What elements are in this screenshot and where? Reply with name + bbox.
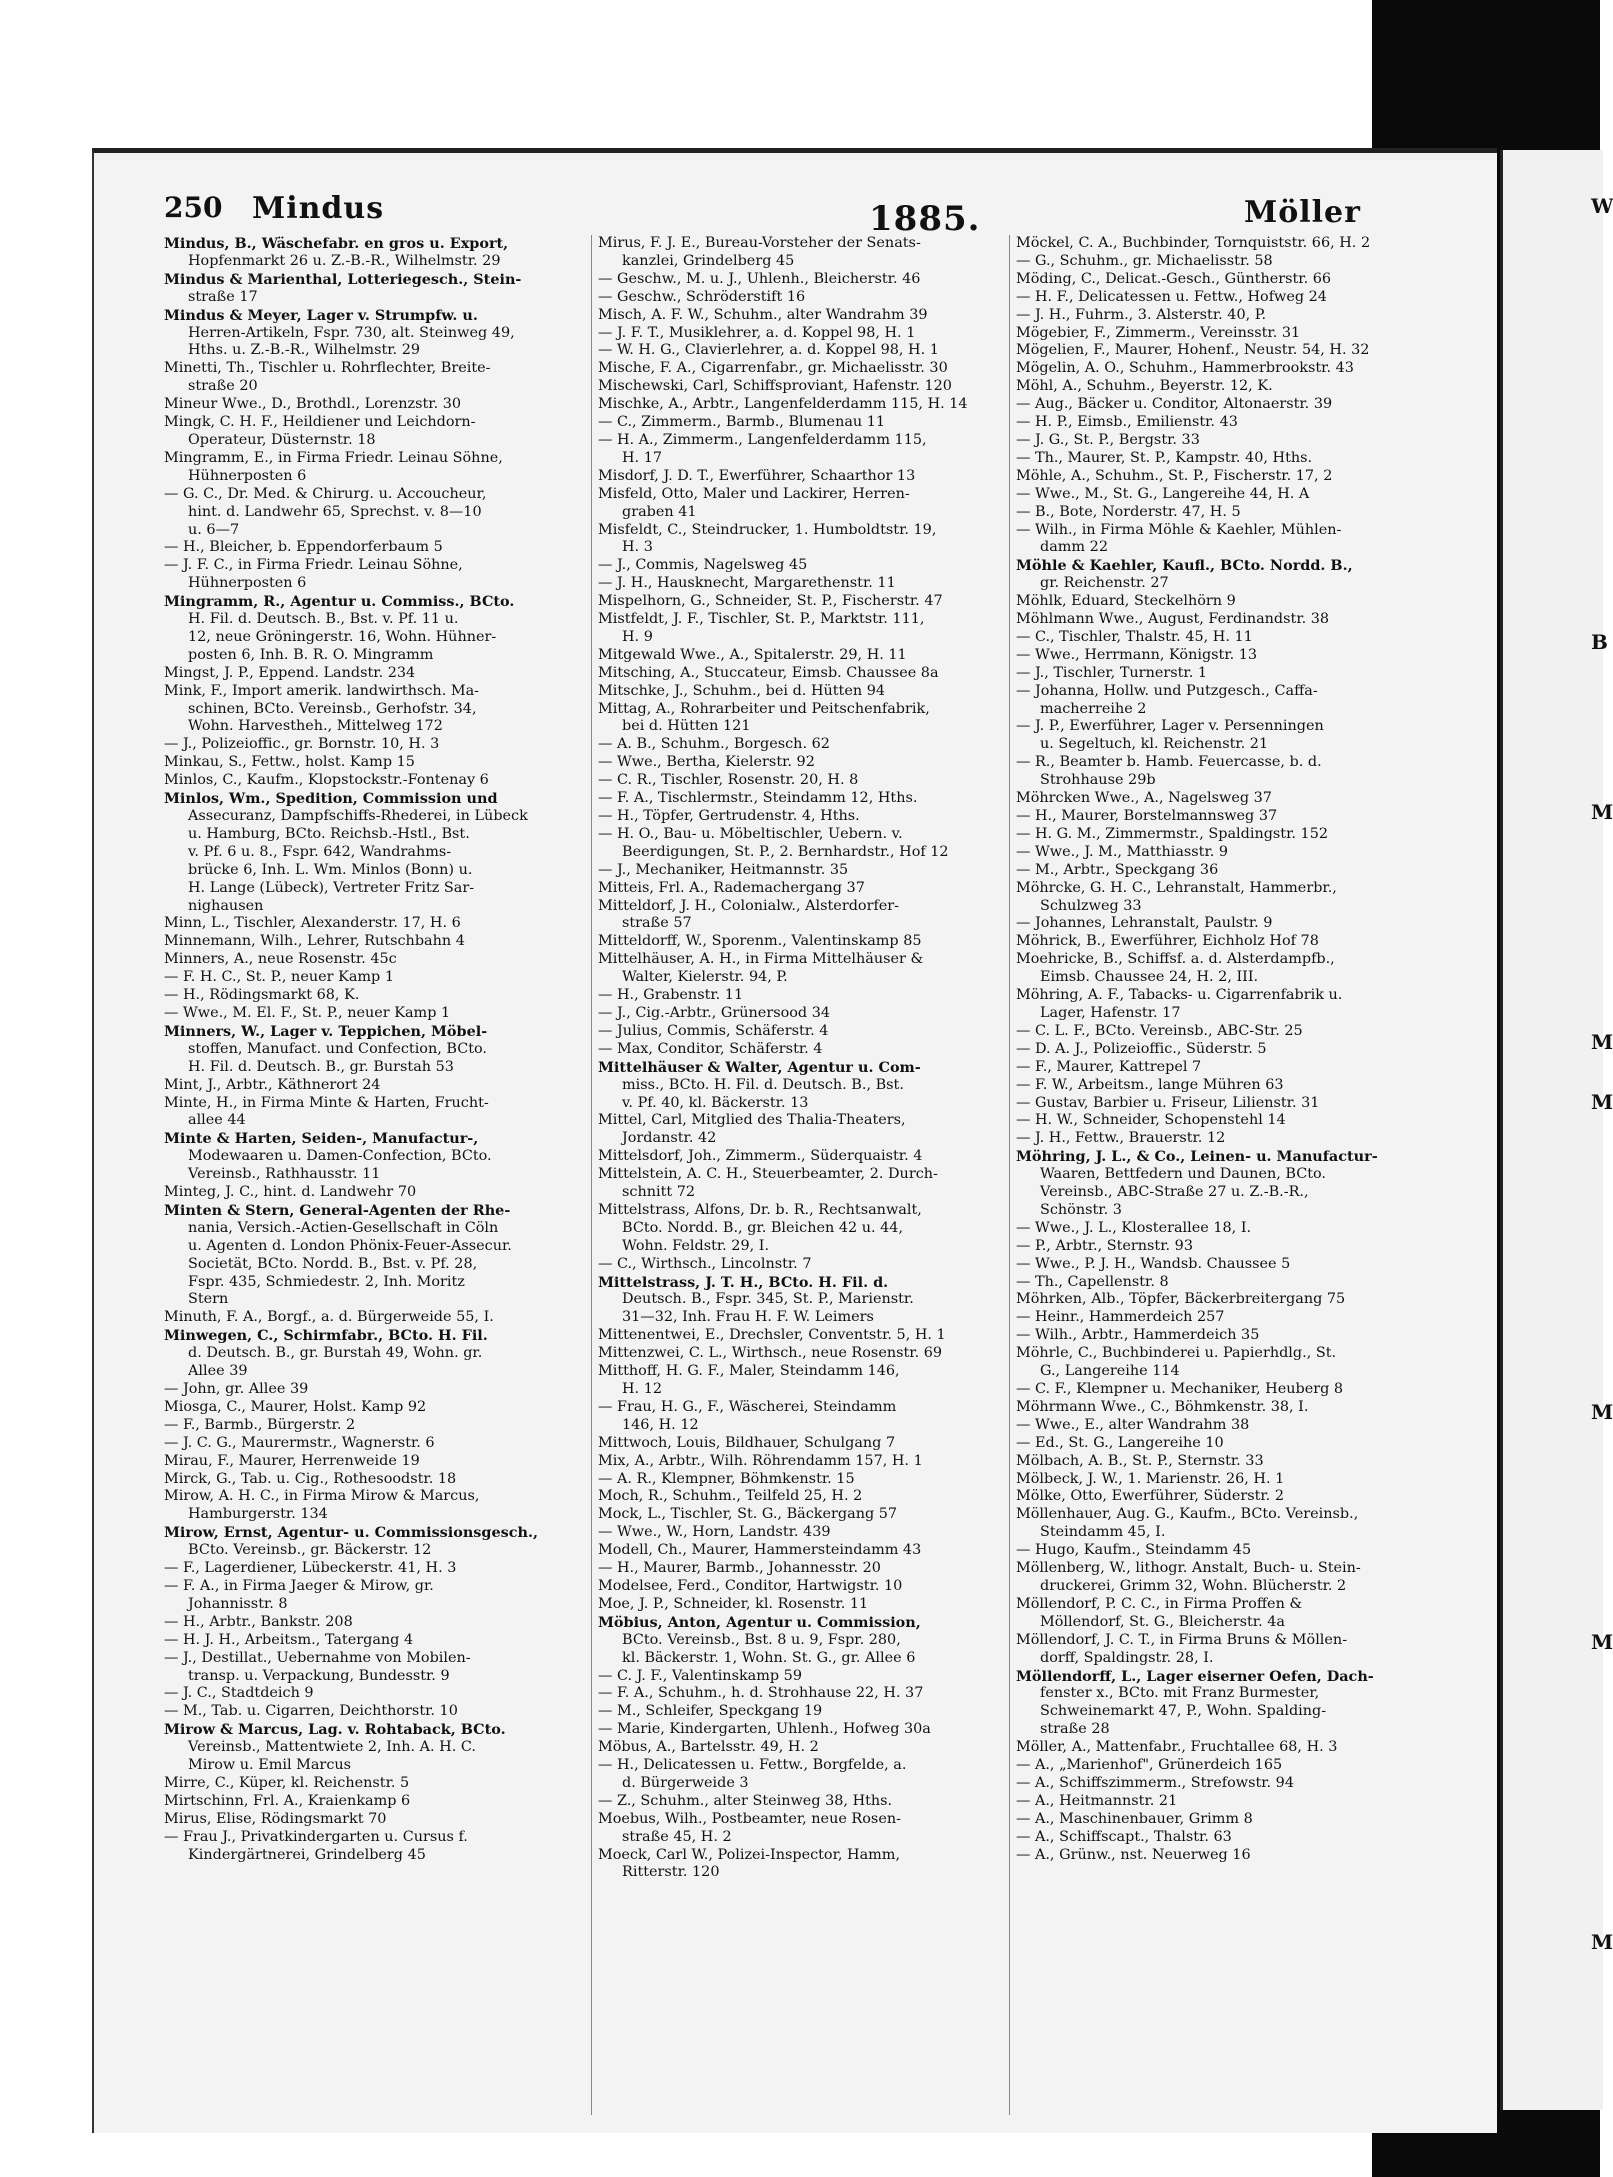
directory-entry: Möhl, A., Schuhm., Beyerstr. 12, K. [1016, 378, 1273, 395]
directory-entry: d. Deutsch. B., gr. Burstah 49, Wohn. gr. [188, 1345, 483, 1362]
directory-entry: straße 45, H. 2 [622, 1828, 732, 1845]
adjacent-page-edge [1500, 150, 1613, 2110]
directory-entry: Schweinemarkt 47, P., Wohn. Spalding- [1040, 1703, 1327, 1720]
directory-entry: transp. u. Verpackung, Bundesstr. 9 [188, 1667, 450, 1684]
directory-column-2 [591, 235, 993, 2115]
directory-entry: Mindus, B., Wäschefabr. en gros u. Export, [164, 235, 509, 252]
directory-entry: Schulzweg 33 [1040, 897, 1142, 914]
directory-entry: — F., Lagerdiener, Lübeckerstr. 41, H. 3 [164, 1560, 457, 1577]
directory-entry: — Heinr., Hammerdeich 257 [1016, 1309, 1225, 1326]
directory-entry: Stern [188, 1291, 229, 1308]
directory-entry: Mirtschinn, Frl. A., Kraienkamp 6 [164, 1792, 411, 1809]
directory-entry: Mirau, F., Maurer, Herrenweide 19 [164, 1452, 420, 1469]
edge-letter: M [1591, 1400, 1613, 1424]
directory-entry: Moeck, Carl W., Polizei-Inspector, Hamm, [598, 1846, 901, 1863]
directory-entry: druckerei, Grimm 32, Wohn. Blücherstr. 2 [1040, 1577, 1347, 1594]
directory-entry: — H. P., Eimsb., Emilienstr. 43 [1016, 414, 1238, 431]
directory-entry: — Ed., St. G., Langereihe 10 [1016, 1434, 1224, 1451]
directory-entry: H. 9 [622, 628, 653, 645]
edge-letter: M [1591, 1090, 1613, 1114]
directory-entry: allee 44 [188, 1112, 246, 1129]
directory-entry: Mölke, Otto, Ewerführer, Süderstr. 2 [1016, 1488, 1284, 1505]
directory-entry: Minten & Stern, General-Agenten der Rhe- [164, 1201, 511, 1219]
directory-entry: macherreihe 2 [1040, 700, 1147, 717]
directory-entry: — J., Polizeioffic., gr. Bornstr. 10, H. 3 [164, 736, 440, 753]
directory-entry: — H., Delicatessen u. Fettw., Borgfelde, a. [598, 1757, 907, 1774]
directory-entry: Steindamm 45, I. [1040, 1524, 1166, 1541]
directory-entry: Hths. u. Z.-B.-R., Wilhelmstr. 29 [188, 342, 421, 359]
directory-entry: fenster x., BCto. mit Franz Burmester, [1040, 1685, 1320, 1702]
directory-entry: Johannisstr. 8 [188, 1595, 288, 1612]
directory-entry: — Wilh., Arbtr., Hammerdeich 35 [1016, 1327, 1260, 1344]
directory-entry: gr. Reichenstr. 27 [1040, 575, 1169, 592]
directory-entry: — C., Tischler, Thalstr. 45, H. 11 [1016, 628, 1253, 645]
directory-entry: nighausen [188, 897, 264, 914]
directory-entry: — Frau J., Privatkindergarten u. Cursus f. [164, 1828, 468, 1845]
directory-entry: — A. R., Klempner, Böhmkenstr. 15 [598, 1470, 855, 1487]
directory-entry: Miosga, C., Maurer, Holst. Kamp 92 [164, 1398, 427, 1415]
directory-entry: — D. A. J., Polizeioffic., Süderstr. 5 [1016, 1040, 1267, 1057]
directory-entry: — J. P., Ewerführer, Lager v. Persenningen [1016, 718, 1324, 735]
directory-entry: — C., Wirthsch., Lincolnstr. 7 [598, 1255, 812, 1272]
directory-entry: Allee 39 [188, 1363, 248, 1380]
directory-entry: Hühnerposten 6 [188, 467, 307, 484]
directory-entry: Misch, A. F. W., Schuhm., alter Wandrahm 39 [598, 306, 928, 323]
directory-entry: nania, Versich.-Actien-Gesellschaft in Cöln [188, 1219, 499, 1236]
directory-entry: Wohn. Harvestheh., Mittelweg 172 [188, 718, 443, 735]
directory-entry: v. Pf. 40, kl. Bäckerstr. 13 [622, 1094, 809, 1111]
directory-entry: — H., Arbtr., Bankstr. 208 [164, 1613, 353, 1630]
directory-entry: Möhrcke, G. H. C., Lehranstalt, Hammerbr., [1016, 879, 1337, 896]
directory-entry: Moe, J. P., Schneider, kl. Rosenstr. 11 [598, 1595, 869, 1612]
directory-entry: Möhrick, B., Ewerführer, Eichholz Hof 78 [1016, 933, 1319, 950]
directory-entry: Mittelstrass, J. T. H., BCto. H. Fil. d. [598, 1273, 889, 1291]
directory-entry: 146, H. 12 [622, 1416, 699, 1433]
directory-entry: Kindergärtnerei, Grindelberg 45 [188, 1846, 426, 1863]
directory-entry: — H., Grabenstr. 11 [598, 987, 744, 1004]
directory-entry: d. Bürgerweide 3 [622, 1774, 749, 1791]
directory-entry: Hamburgerstr. 134 [188, 1506, 328, 1523]
directory-entry: — Z., Schuhm., alter Steinweg 38, Hths. [598, 1792, 893, 1809]
directory-entry: — Wwe., J. L., Klosterallee 18, I. [1016, 1219, 1252, 1236]
directory-entry: — C. R., Tischler, Rosenstr. 20, H. 8 [598, 772, 859, 789]
directory-entry: brücke 6, Inh. L. Wm. Minlos (Bonn) u. [188, 861, 473, 878]
directory-entry: — Wwe., W., Horn, Landstr. 439 [598, 1524, 831, 1541]
directory-entry: Mispelhorn, G., Schneider, St. P., Fischerstr. 47 [598, 593, 943, 610]
directory-entry: — F. A., Tischlermstr., Steindamm 12, Hths. [598, 790, 918, 807]
directory-entry: — B., Bote, Norderstr. 47, H. 5 [1016, 503, 1241, 520]
directory-entry: schnitt 72 [622, 1184, 696, 1201]
directory-entry: — R., Beamter b. Hamb. Feuercasse, b. d. [1016, 754, 1322, 771]
directory-entry: Mistfeldt, J. F., Tischler, St. P., Marktstr. 111, [598, 611, 925, 628]
directory-entry: Strohhause 29b [1040, 772, 1156, 789]
directory-entry: Wohn. Feldstr. 29, I. [622, 1237, 770, 1254]
directory-entry: Mögelin, A. O., Schuhm., Hammerbrookstr. 43 [1016, 360, 1354, 377]
directory-entry: v. Pf. 6 u. 8., Fspr. 642, Wandrahms- [188, 843, 452, 860]
directory-entry: — A., Maschinenbauer, Grimm 8 [1016, 1810, 1253, 1827]
directory-entry: — A. B., Schuhm., Borgesch. 62 [598, 736, 830, 753]
directory-entry: Möhle, A., Schuhm., St. P., Fischerstr. 17, 2 [1016, 467, 1333, 484]
directory-entry: Mirow, Ernst, Agentur- u. Commissionsgesch., [164, 1524, 538, 1542]
directory-entry: Minte, H., in Firma Minte & Harten, Frucht- [164, 1094, 489, 1111]
directory-entry: — M., Arbtr., Speckgang 36 [1016, 861, 1219, 878]
edge-letter: M [1591, 800, 1613, 824]
directory-entry: Hopfenmarkt 26 u. Z.-B.-R., Wilhelmstr. 29 [188, 252, 501, 269]
directory-entry: — C. L. F., BCto. Vereinsb., ABC-Str. 25 [1016, 1022, 1303, 1039]
directory-entry: Minwegen, C., Schirmfabr., BCto. H. Fil. [164, 1327, 488, 1345]
directory-entry: Mitteldorff, W., Sporenm., Valentinskamp 85 [598, 933, 922, 950]
directory-entry: — C. J. F., Valentinskamp 59 [598, 1667, 802, 1684]
directory-entry: Mink, F., Import amerik. landwirthsch. Ma- [164, 682, 480, 699]
directory-entry: — G., Schuhm., gr. Michaelisstr. 58 [1016, 252, 1273, 269]
directory-entry: BCto. Vereinsb., Bst. 8 u. 9, Fspr. 280, [622, 1631, 901, 1648]
directory-entry: — Wilh., in Firma Möhle & Kaehler, Mühlen- [1016, 521, 1342, 538]
directory-entry: Mittelstein, A. C. H., Steuerbeamter, 2. Durch- [598, 1166, 938, 1183]
page-number: 250 [164, 191, 223, 224]
directory-entry: Möding, C., Delicat.-Gesch., Güntherstr. 66 [1016, 270, 1332, 287]
directory-entry: Moch, R., Schuhm., Teilfeld 25, H. 2 [598, 1488, 863, 1505]
directory-entry: Minners, W., Lager v. Teppichen, Möbel- [164, 1022, 488, 1040]
directory-entry: — Max, Conditor, Schäferstr. 4 [598, 1040, 823, 1057]
directory-entry: Mineur Wwe., D., Brothdl., Lorenzstr. 30 [164, 396, 462, 413]
directory-entry: — H., Bleicher, b. Eppendorferbaum 5 [164, 539, 443, 556]
directory-entry: G., Langereihe 114 [1040, 1363, 1180, 1380]
directory-entry: Möhrcken Wwe., A., Nagelsweg 37 [1016, 790, 1272, 807]
directory-entry: Mirow u. Emil Marcus [188, 1757, 352, 1774]
directory-entry: — J., Mechaniker, Heitmannstr. 35 [598, 861, 849, 878]
directory-entry: — Aug., Bäcker u. Conditor, Altonaerstr. 39 [1016, 396, 1333, 413]
directory-entry: — H. G. M., Zimmermstr., Spaldingstr. 152 [1016, 825, 1329, 842]
directory-entry: Mint, J., Arbtr., Käthnerort 24 [164, 1076, 381, 1093]
directory-entry: straße 57 [622, 915, 692, 932]
directory-entry: Eimsb. Chaussee 24, H. 2, III. [1040, 969, 1259, 986]
directory-entry: — Th., Capellenstr. 8 [1016, 1273, 1169, 1290]
directory-entry: Mischewski, Carl, Schiffsproviant, Hafenstr. 120 [598, 378, 952, 395]
directory-entry: Societät, BCto. Nordd. B., Bst. v. Pf. 28, [188, 1255, 478, 1272]
directory-entry: Operateur, Düsternstr. 18 [188, 431, 376, 448]
directory-entry: Möhring, A. F., Tabacks- u. Cigarrenfabrik u. [1016, 987, 1343, 1004]
directory-entry: Walter, Kielerstr. 94, P. [622, 969, 788, 986]
directory-entry: Modelsee, Ferd., Conditor, Hartwigstr. 10 [598, 1577, 903, 1594]
directory-entry: Möllendorf, P. C. C., in Firma Proffen & [1016, 1595, 1303, 1612]
directory-entry: Möllendorff, L., Lager eiserner Oefen, Dach- [1016, 1667, 1374, 1685]
directory-entry: Mölbach, A. B., St. P., Sternstr. 33 [1016, 1452, 1264, 1469]
directory-entry: kl. Bäckerstr. 1, Wohn. St. G., gr. Allee 6 [622, 1649, 916, 1666]
directory-entry: u. Hamburg, BCto. Reichsb.-Hstl., Bst. [188, 825, 470, 842]
directory-entry: Mirow, A. H. C., in Firma Mirow & Marcus, [164, 1488, 480, 1505]
directory-entry: — J., Tischler, Turnerstr. 1 [1016, 664, 1207, 681]
directory-entry: — F. H. C., St. P., neuer Kamp 1 [164, 969, 394, 986]
directory-entry: Mingst, J. P., Eppend. Landstr. 234 [164, 664, 416, 681]
directory-entry: H. Fil. d. Deutsch. B., Bst. v. Pf. 11 u. [188, 611, 459, 628]
directory-entry: damm 22 [1040, 539, 1108, 556]
directory-entry: — A., Heitmannstr. 21 [1016, 1792, 1178, 1809]
directory-entry: Moebus, Wilh., Postbeamter, neue Rosen- [598, 1810, 901, 1827]
directory-entry: Möbus, A., Bartelsstr. 49, H. 2 [598, 1739, 819, 1756]
directory-entry: BCto. Vereinsb., gr. Bäckerstr. 12 [188, 1542, 432, 1559]
directory-entry: Minlos, Wm., Spedition, Commission und [164, 790, 498, 808]
directory-entry: Mittelsdorf, Joh., Zimmerm., Süderquaistr. 4 [598, 1148, 923, 1165]
directory-entry: — A., Schiffszimmerm., Strefowstr. 94 [1016, 1774, 1294, 1791]
directory-entry: — J., Cig.-Arbtr., Grünersood 34 [598, 1004, 831, 1021]
directory-entry: — Geschw., M. u. J., Uhlenh., Bleicherstr. 46 [598, 270, 921, 287]
directory-entry: — Wwe., E., alter Wandrahm 38 [1016, 1416, 1250, 1433]
directory-entry: — H. A., Zimmerm., Langenfelderdamm 115, [598, 431, 927, 448]
directory-entry: — A., Grünw., nst. Neuerweg 16 [1016, 1846, 1251, 1863]
directory-entry: Mögelien, F., Maurer, Hohenf., Neustr. 54, H. 32 [1016, 342, 1370, 359]
directory-entry: Mingramm, R., Agentur u. Commiss., BCto. [164, 593, 515, 611]
directory-entry: Minners, A., neue Rosenstr. 45c [164, 951, 397, 968]
directory-entry: Vereinsb., Mattentwiete 2, Inh. A. H. C. [188, 1739, 476, 1756]
directory-entry: — P., Arbtr., Sternstr. 93 [1016, 1237, 1193, 1254]
directory-entry: H. 17 [622, 449, 663, 466]
directory-entry: — H. J. H., Arbeitsm., Tatergang 4 [164, 1631, 414, 1648]
edge-letter: M [1591, 1930, 1613, 1954]
directory-entry: Waaren, Bettfedern und Daunen, BCto. [1040, 1166, 1326, 1183]
directory-entry: Mitsching, A., Stuccateur, Eimsb. Chaussee 8a [598, 664, 939, 681]
directory-entry: — Johanna, Hollw. und Putzgesch., Caffa- [1016, 682, 1318, 699]
directory-entry: posten 6, Inh. B. R. O. Mingramm [188, 646, 434, 663]
directory-entry: — F. W., Arbeitsm., lange Mühren 63 [1016, 1076, 1284, 1093]
directory-entry: — F. A., in Firma Jaeger & Mirow, gr. [164, 1577, 434, 1594]
directory-entry: — H. O., Bau- u. Möbeltischler, Uebern. v. [598, 825, 903, 842]
directory-entry: Mittel, Carl, Mitglied des Thalia-Theaters, [598, 1112, 906, 1129]
directory-entry: Mölbeck, J. W., 1. Marienstr. 26, H. 1 [1016, 1470, 1285, 1487]
directory-entry: — H., Töpfer, Gertrudenstr. 4, Hths. [598, 808, 860, 824]
directory-entry: H. Fil. d. Deutsch. B., gr. Burstah 53 [188, 1058, 454, 1075]
directory-entry: Modewaaren u. Damen-Confection, BCto. [188, 1148, 492, 1165]
directory-entry: 12, neue Gröningerstr. 16, Wohn. Hühner- [188, 628, 497, 645]
directory-entry: Minetti, Th., Tischler u. Rohrflechter, Breite- [164, 360, 491, 377]
directory-entry: Vereinsb., ABC-Straße 27 u. Z.-B.-R., [1040, 1184, 1309, 1201]
directory-entry: — Wwe., M. El. F., St. P., neuer Kamp 1 [164, 1004, 451, 1021]
directory-entry: — Frau, H. G., F., Wäscherei, Steindamm [598, 1398, 897, 1415]
directory-entry: Mitthoff, H. G. F., Maler, Steindamm 146, [598, 1363, 900, 1380]
directory-entry: — Wwe., M., St. G., Langereihe 44, H. A [1016, 485, 1310, 502]
directory-entry: u. Segeltuch, kl. Reichenstr. 21 [1040, 736, 1269, 753]
directory-entry: — Wwe., Herrmann, Königstr. 13 [1016, 646, 1258, 663]
directory-entry: straße 17 [188, 288, 258, 305]
directory-entry: Möbius, Anton, Agentur u. Commission, [598, 1613, 921, 1631]
directory-entry: — F., Barmb., Bürgerstr. 2 [164, 1416, 356, 1433]
directory-entry: Minteg, J. C., hint. d. Landwehr 70 [164, 1184, 417, 1201]
directory-entry: Möhlmann Wwe., August, Ferdinandstr. 38 [1016, 611, 1330, 628]
directory-entry: Möllenhauer, Aug. G., Kaufm., BCto. Vereinsb., [1016, 1506, 1359, 1523]
directory-entry: Möhrken, Alb., Töpfer, Bäckerbreitergang 75 [1016, 1291, 1346, 1308]
directory-entry: hint. d. Landwehr 65, Sprechst. v. 8—10 [188, 503, 482, 520]
directory-entry: stoffen, Manufact. und Confection, BCto. [188, 1040, 487, 1057]
directory-column-3 [1009, 235, 1416, 2115]
directory-entry: Misfeldt, C., Steindrucker, 1. Humboldtstr. 19, [598, 521, 937, 538]
directory-entry: Moehricke, B., Schiffsf. a. d. Alsterdampfb., [1016, 951, 1335, 968]
directory-entry: — Gustav, Barbier u. Friseur, Lilienstr. 31 [1016, 1094, 1320, 1111]
directory-entry: Mitteis, Frl. A., Rademachergang 37 [598, 879, 865, 896]
directory-entry: Möllendorf, St. G., Bleicherstr. 4a [1040, 1613, 1285, 1630]
directory-entry: — H., Maurer, Borstelmannsweg 37 [1016, 808, 1278, 824]
directory-entry: Modell, Ch., Maurer, Hammersteindamm 43 [598, 1542, 922, 1559]
directory-entry: — J., Destillat., Uebernahme von Mobilen- [164, 1649, 471, 1666]
directory-entry: — Wwe., P. J. H., Wandsb. Chaussee 5 [1016, 1255, 1291, 1272]
directory-entry: Minlos, C., Kaufm., Klopstockstr.-Fontenay 6 [164, 772, 489, 789]
directory-entry: u. 6—7 [188, 521, 240, 538]
directory-entry: Möllendorf, J. C. T., in Firma Bruns & Möllen- [1016, 1631, 1348, 1648]
directory-entry: Mingk, C. H. F., Heildiener und Leichdorn- [164, 414, 476, 431]
directory-entry: H. Lange (Lübeck), Vertreter Fritz Sar- [188, 879, 475, 896]
directory-entry: — J. F. C., in Firma Friedr. Leinau Söhne, [164, 557, 463, 574]
directory-entry: Mittenentwei, E., Drechsler, Conventstr. 5, H. 1 [598, 1327, 946, 1344]
directory-entry: — Julius, Commis, Schäferstr. 4 [598, 1022, 829, 1039]
directory-entry: Misdorf, J. D. T., Ewerführer, Schaarthor 13 [598, 467, 916, 484]
directory-entry: — J. F. T., Musiklehrer, a. d. Koppel 98, H. 1 [598, 324, 916, 341]
year-heading: 1885. [869, 199, 981, 239]
directory-entry: Mix, A., Arbtr., Wilh. Röhrendamm 157, H. 1 [598, 1452, 923, 1469]
directory-entry: 31—32, Inh. Frau H. F. W. Leimers [622, 1309, 874, 1326]
directory-entry: Minnemann, Wilh., Lehrer, Rutschbahn 4 [164, 933, 465, 950]
directory-entry: Misfeld, Otto, Maler und Lackirer, Herren- [598, 485, 910, 502]
directory-entry: — Wwe., Bertha, Kielerstr. 92 [598, 754, 815, 771]
directory-entry: Mitteldorf, J. H., Colonialw., Alsterdorfer- [598, 897, 900, 914]
directory-entry: Lager, Hafenstr. 17 [1040, 1004, 1181, 1021]
directory-entry: — C., Zimmerm., Barmb., Blumenau 11 [598, 414, 886, 431]
directory-entry: miss., BCto. H. Fil. d. Deutsch. B., Bst. [622, 1076, 904, 1093]
directory-entry: H. 12 [622, 1381, 663, 1397]
directory-entry: Minuth, F. A., Borgf., a. d. Bürgerweide 55, I. [164, 1309, 494, 1326]
directory-entry: — C. F., Klempner u. Mechaniker, Heuberg 8 [1016, 1381, 1344, 1397]
directory-entry: — Th., Maurer, St. P., Kampstr. 40, Hths. [1016, 449, 1313, 466]
directory-entry: — H. F., Delicatessen u. Fettw., Hofweg 24 [1016, 288, 1327, 305]
directory-entry: Mitgewald Wwe., A., Spitalerstr. 29, H. 11 [598, 646, 907, 663]
directory-entry: Mischke, A., Arbtr., Langenfelderdamm 115, H. 14 [598, 396, 968, 413]
directory-entry: Mische, F. A., Cigarrenfabr., gr. Michaelisstr. 30 [598, 360, 948, 377]
edge-letter: W [1591, 194, 1613, 218]
directory-entry: Mirus, F. J. E., Bureau-Vorsteher der Senats- [598, 235, 921, 251]
directory-page [92, 148, 1497, 2133]
directory-entry: Möhlk, Eduard, Steckelhörn 9 [1016, 593, 1236, 610]
directory-entry: straße 28 [1040, 1721, 1110, 1738]
directory-entry: Möhrle, C., Buchbinderei u. Papierhdlg., St. [1016, 1345, 1337, 1362]
directory-entry: Beerdigungen, St. P., 2. Bernhardstr., Hof 12 [622, 843, 949, 860]
directory-entry: Mittelstrass, Alfons, Dr. b. R., Rechtsanwalt, [598, 1201, 922, 1218]
directory-entry: Minte & Harten, Seiden-, Manufactur-, [164, 1130, 479, 1148]
directory-entry: Möhring, J. L., & Co., Leinen- u. Manufactur- [1016, 1148, 1378, 1166]
right-catchword: Möller [1244, 195, 1361, 230]
directory-entry: Minn, L., Tischler, Alexanderstr. 17, H. 6 [164, 915, 461, 932]
directory-entry: Herren-Artikeln, Fspr. 730, alt. Steinweg 49, [188, 324, 515, 341]
directory-entry: schinen, BCto. Vereinsb., Gerhofstr. 34, [188, 700, 477, 717]
directory-entry: Assecuranz, Dampfschiffs-Rhederei, in Lübeck [188, 808, 528, 824]
directory-column-1 [164, 235, 559, 2115]
directory-entry: Möllenberg, W., lithogr. Anstalt, Buch- u. Stein- [1016, 1560, 1361, 1577]
directory-entry: Mock, L., Tischler, St. G., Bäckergang 57 [598, 1506, 898, 1523]
directory-entry: — M., Tab. u. Cigarren, Deichthorstr. 10 [164, 1703, 458, 1720]
directory-entry: — Hugo, Kaufm., Steindamm 45 [1016, 1542, 1252, 1559]
directory-entry: Hühnerposten 6 [188, 575, 307, 592]
directory-entry: — M., Schleifer, Speckgang 19 [598, 1703, 823, 1720]
directory-entry: — Johannes, Lehranstalt, Paulstr. 9 [1016, 915, 1273, 932]
directory-entry: — F., Maurer, Kattrepel 7 [1016, 1058, 1202, 1075]
directory-entry: Schönstr. 3 [1040, 1201, 1122, 1218]
directory-entry: — John, gr. Allee 39 [164, 1381, 309, 1397]
directory-entry: — H., Maurer, Barmb., Johannesstr. 20 [598, 1560, 881, 1577]
directory-entry: Möckel, C. A., Buchbinder, Tornquiststr. 66, H. 2 [1016, 235, 1371, 251]
directory-entry: — G. C., Dr. Med. & Chirurg. u. Accoucheur, [164, 485, 487, 502]
directory-entry: bei d. Hütten 121 [622, 718, 751, 735]
directory-entry: — Marie, Kindergarten, Uhlenh., Hofweg 30a [598, 1721, 931, 1738]
directory-entry: Fspr. 435, Schmiedestr. 2, Inh. Moritz [188, 1273, 465, 1290]
directory-entry: — J. C., Stadtdeich 9 [164, 1685, 314, 1702]
edge-letter: M [1591, 1630, 1613, 1654]
directory-entry: Mittenzwei, C. L., Wirthsch., neue Rosenstr. 69 [598, 1345, 943, 1362]
directory-entry: BCto. Nordd. B., gr. Bleichen 42 u. 44, [622, 1219, 904, 1236]
edge-letter: B [1591, 630, 1608, 654]
directory-entry: Möller, A., Mattenfabr., Fruchtallee 68, H. 3 [1016, 1739, 1338, 1756]
directory-entry: — J. H., Fettw., Brauerstr. 12 [1016, 1130, 1226, 1147]
directory-entry: — H., Rödingsmarkt 68, K. [164, 987, 360, 1004]
directory-entry: Deutsch. B., Fspr. 345, St. P., Marienstr. [622, 1291, 914, 1308]
directory-entry: Jordanstr. 42 [622, 1130, 717, 1147]
directory-entry: — F. A., Schuhm., h. d. Strohhause 22, H. 37 [598, 1685, 924, 1702]
directory-entry: u. Agenten d. London Phönix-Feuer-Assecur. [188, 1237, 512, 1254]
directory-entry: Mirow & Marcus, Lag. v. Rohtaback, BCto. [164, 1721, 506, 1739]
directory-entry: Mirre, C., Küper, kl. Reichenstr. 5 [164, 1774, 410, 1791]
page-header [164, 191, 1484, 239]
directory-entry: Mingramm, E., in Firma Friedr. Leinau Söhne, [164, 449, 503, 466]
directory-entry: Mittelhäuser, A. H., in Firma Mittelhäuser & [598, 951, 924, 968]
directory-entry: Vereinsb., Rathhausstr. 11 [188, 1166, 381, 1183]
directory-entry: — A., „Marienhof", Grünerdeich 165 [1016, 1757, 1283, 1774]
edge-letter: M [1591, 1030, 1613, 1054]
directory-entry: Mindus & Meyer, Lager v. Strumpfw. u. [164, 306, 478, 324]
directory-entry: — Geschw., Schröderstift 16 [598, 288, 806, 305]
directory-entry: graben 41 [622, 503, 697, 520]
directory-entry: Mirck, G., Tab. u. Cig., Rothesoodstr. 18 [164, 1470, 457, 1487]
directory-entry: Mögebier, F., Zimmerm., Vereinsstr. 31 [1016, 324, 1301, 341]
directory-entry: — J. H., Hausknecht, Margarethenstr. 11 [598, 575, 896, 592]
directory-entry: — A., Schiffscapt., Thalstr. 63 [1016, 1828, 1232, 1845]
directory-entry: — J. G., St. P., Bergstr. 33 [1016, 431, 1200, 448]
directory-entry: Mittwoch, Louis, Bildhauer, Schulgang 7 [598, 1434, 896, 1451]
directory-entry: — W. H. G., Clavierlehrer, a. d. Koppel 98, H. 1 [598, 342, 939, 359]
directory-entry: Möhrmann Wwe., C., Böhmkenstr. 38, I. [1016, 1398, 1309, 1415]
directory-entry: — H. W., Schneider, Schopenstehl 14 [1016, 1112, 1286, 1129]
directory-entry: kanzlei, Grindelberg 45 [622, 252, 795, 269]
directory-entry: — J., Commis, Nagelsweg 45 [598, 557, 808, 574]
directory-entry: Mindus & Marienthal, Lotteriegesch., Stein- [164, 270, 522, 288]
directory-entry: straße 20 [188, 378, 258, 395]
directory-entry: H. 3 [622, 539, 653, 556]
directory-entry: Minkau, S., Fettw., holst. Kamp 15 [164, 754, 415, 771]
left-catchword: Mindus [252, 191, 385, 226]
directory-entry: Mitschke, J., Schuhm., bei d. Hütten 94 [598, 682, 886, 699]
directory-entry: — J. C. G., Maurermstr., Wagnerstr. 6 [164, 1434, 435, 1451]
directory-entry: — Wwe., J. M., Matthiasstr. 9 [1016, 843, 1229, 860]
directory-entry: Ritterstr. 120 [622, 1864, 720, 1881]
directory-entry: Mittelhäuser & Walter, Agentur u. Com- [598, 1058, 921, 1076]
directory-entry: Mittag, A., Rohrarbeiter und Peitschenfabrik, [598, 700, 930, 717]
directory-entry: Möhle & Kaehler, Kaufl., BCto. Nordd. B., [1016, 557, 1353, 575]
directory-entry: — J. H., Fuhrm., 3. Alsterstr. 40, P. [1016, 306, 1267, 323]
directory-entry: dorff, Spaldingstr. 28, I. [1040, 1649, 1214, 1666]
directory-entry: Mirus, Elise, Rödingsmarkt 70 [164, 1810, 387, 1827]
